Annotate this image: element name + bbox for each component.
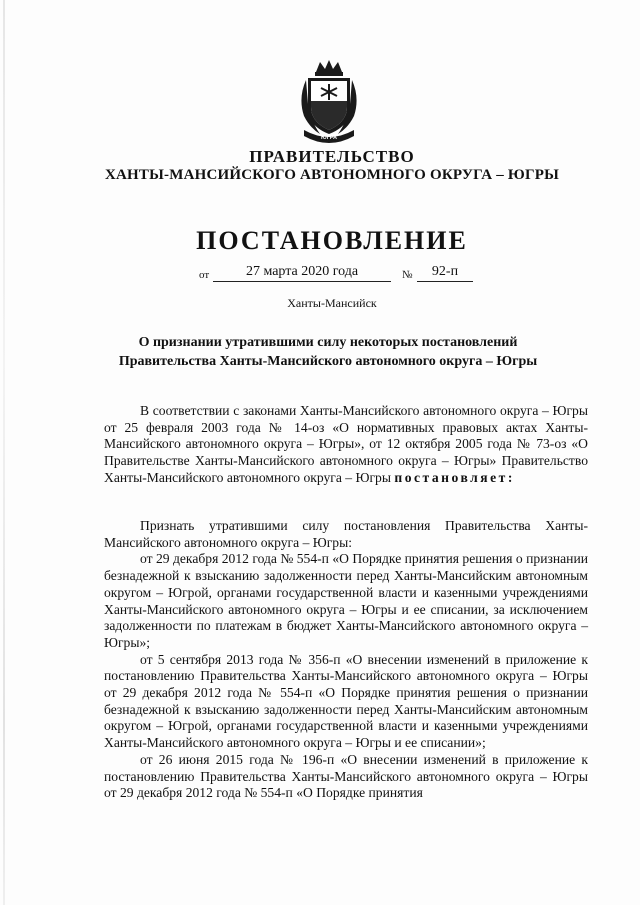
region-title: ХАНТЫ-МАНСИЙСКОГО АВТОНОМНОГО ОКРУГА – ЮГРЫ bbox=[104, 167, 559, 183]
decision-section bbox=[104, 518, 588, 802]
decision-word: постановляет: bbox=[394, 469, 515, 485]
decision-item: от 26 июня 2015 года № 196-п «О внесении изменений в приложение к постановлению Правительства Ханты-Мансийского автономного округа – Югры от 29 декабря 2012 года № 554-п «О Порядке принятия bbox=[104, 751, 588, 801]
city: Ханты-Мансийск bbox=[287, 296, 377, 310]
subject-line-1: О признании утратившими силу некоторых постановлений bbox=[138, 335, 518, 350]
document-subject bbox=[8, 333, 640, 371]
document-date: 27 марта 2020 года bbox=[213, 263, 391, 282]
scan-edge bbox=[3, 0, 5, 905]
decision-item: от 29 декабря 2012 года № 554-п «О Порядке принятия решения о признании безнадежной к взысканию задолженности перед Ханты-Мансийским автономным округом – Югрой, органами государственной власти и казенными учреждениями Ханты-Мансийского автономного округа – Югры и ее списании, за исключением задолженности по платежам в бюджет Ханты-Мансийского автономного округа – Югры»; bbox=[104, 551, 588, 650]
khmao-ugra-emblem-icon bbox=[296, 58, 362, 144]
government-title: ПРАВИТЕЛЬСТВО bbox=[249, 147, 415, 166]
emblem-ribbon-text: ЮГРА bbox=[321, 135, 337, 141]
decision-item: от 5 сентября 2013 года № 356-п «О внесении изменений в приложение к постановлению Правительства Ханты-Мансийского автономного округа – Югры от 29 декабря 2012 года № 554-п «О Порядке принятия решения о признании безнадежной к взысканию задолженности перед Ханты-Мансийским автономным округом – Югрой, органами государственной власти и казенными учреждениями Ханты-Мансийского автономного округа – Югры и ее списании»; bbox=[104, 651, 588, 751]
document-type: ПОСТАНОВЛЕНИЕ bbox=[196, 226, 468, 255]
preamble-paragraph bbox=[104, 403, 588, 487]
subject-line-2: Правительства Ханты-Мансийского автономного округа – Югры bbox=[118, 354, 538, 369]
decision-lead: Признать утратившими силу постановления Правительства Ханты-Мансийского автономного округа – Югры: bbox=[104, 518, 588, 550]
number-label: № bbox=[402, 269, 413, 281]
date-label: от bbox=[199, 269, 210, 281]
preamble-text: В соответствии с законами Ханты-Мансийского автономного округа – Югры от 25 февраля 2003 года № 14-оз «О нормативных правовых актах Ханты-Мансийского автономного округа – Югры», от 12 октября 2005 года № 73-оз «О Правительстве Ханты-Мансийского автономного округа – Югры» Правительство Ханты-Мансийского автономного округа – Югры bbox=[104, 403, 588, 485]
document-number: 92-п bbox=[417, 263, 473, 282]
